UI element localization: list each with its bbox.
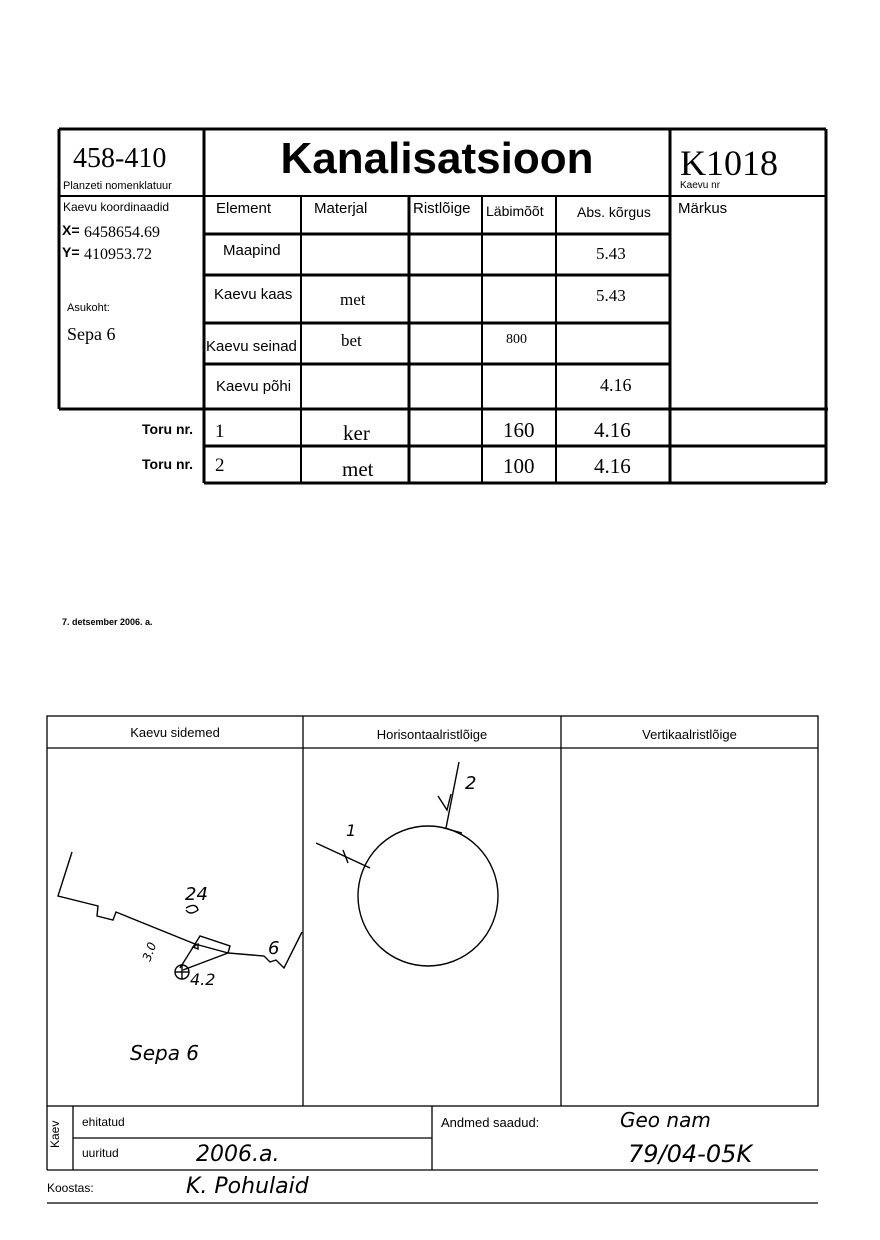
nomenclature-value: 458-410 bbox=[73, 143, 167, 174]
location-label: Asukoht: bbox=[67, 302, 110, 314]
row-element: Kaevu kaas bbox=[214, 286, 293, 303]
pipe-material: ker bbox=[343, 421, 370, 445]
row-height: 4.16 bbox=[600, 375, 632, 395]
column-title-connections: Kaevu sidemed bbox=[130, 725, 220, 740]
pipe-diameter: 160 bbox=[503, 418, 535, 442]
surveyed-value: 2006.a. bbox=[196, 1142, 280, 1167]
annotation-house: 6 bbox=[268, 938, 280, 959]
row-element: Maapind bbox=[223, 242, 281, 259]
header-height: Abs. kõrgus bbox=[577, 204, 651, 220]
row-diameter: 800 bbox=[506, 332, 527, 347]
header-diameter: Läbimõõt bbox=[486, 203, 544, 219]
x-label: X= bbox=[62, 222, 80, 238]
pipe-label: Toru nr. bbox=[142, 421, 194, 437]
y-value: 410953.72 bbox=[84, 246, 152, 263]
pipe-number: 1 bbox=[215, 421, 225, 442]
annotation-well: 4.2 bbox=[190, 970, 216, 989]
header-element: Element bbox=[216, 200, 272, 217]
nomenclature-label: Planzeti nomenklatuur bbox=[63, 180, 172, 192]
data-source-value-1: Geo nam bbox=[620, 1108, 711, 1132]
column-title-horizontal: Horisontaalristlõige bbox=[376, 727, 488, 742]
pipe-1-label: 1 bbox=[346, 821, 357, 840]
location-value: Sepa 6 bbox=[67, 324, 116, 344]
row-material: met bbox=[340, 290, 366, 309]
compiled-by-signature: K. Pohulaid bbox=[186, 1174, 309, 1199]
well-number-label: Kaevu nr bbox=[680, 180, 721, 191]
data-source-value-2: 79/04-05K bbox=[628, 1140, 753, 1168]
annotation-distance: 3.0 bbox=[139, 940, 160, 964]
built-label: ehitatud bbox=[82, 1115, 125, 1129]
surveyed-label: uuritud bbox=[82, 1146, 119, 1160]
header-note: Märkus bbox=[678, 200, 728, 217]
annotation-street: Sepa 6 bbox=[130, 1041, 200, 1065]
document-date: 7. detsember 2006. a. bbox=[62, 617, 153, 627]
pipe-height: 4.16 bbox=[594, 454, 631, 478]
header-section: Ristlõige bbox=[413, 200, 471, 217]
row-height: 5.43 bbox=[596, 244, 626, 263]
column-title-vertical: Vertikaalristlõige bbox=[642, 727, 737, 742]
row-height: 5.43 bbox=[596, 286, 626, 305]
well-number-value: K1018 bbox=[680, 143, 778, 183]
pipe-diameter: 100 bbox=[503, 454, 535, 478]
pipe-number: 2 bbox=[215, 455, 225, 476]
pipe-height: 4.16 bbox=[594, 418, 631, 442]
well-label: Kaev bbox=[48, 1120, 62, 1148]
pipe-material: met bbox=[342, 457, 374, 481]
annotation-24: 24 bbox=[185, 884, 208, 905]
y-label: Y= bbox=[62, 244, 80, 260]
coords-label: Kaevu koordinaadid bbox=[63, 200, 170, 214]
row-element: Kaevu seinad bbox=[206, 338, 297, 355]
x-value: 6458654.69 bbox=[84, 224, 160, 241]
pipe-label: Toru nr. bbox=[142, 456, 194, 472]
compiled-by-label: Koostas: bbox=[47, 1181, 94, 1195]
pipe-2-label: 2 bbox=[465, 773, 477, 794]
header-material: Materjal bbox=[314, 200, 368, 217]
site-sketch bbox=[58, 852, 302, 979]
page-title: Kanalisatsioon bbox=[280, 134, 594, 183]
data-source-label: Andmed saadud: bbox=[441, 1115, 540, 1130]
row-material: bet bbox=[341, 331, 362, 350]
row-element: Kaevu põhi bbox=[216, 378, 292, 395]
